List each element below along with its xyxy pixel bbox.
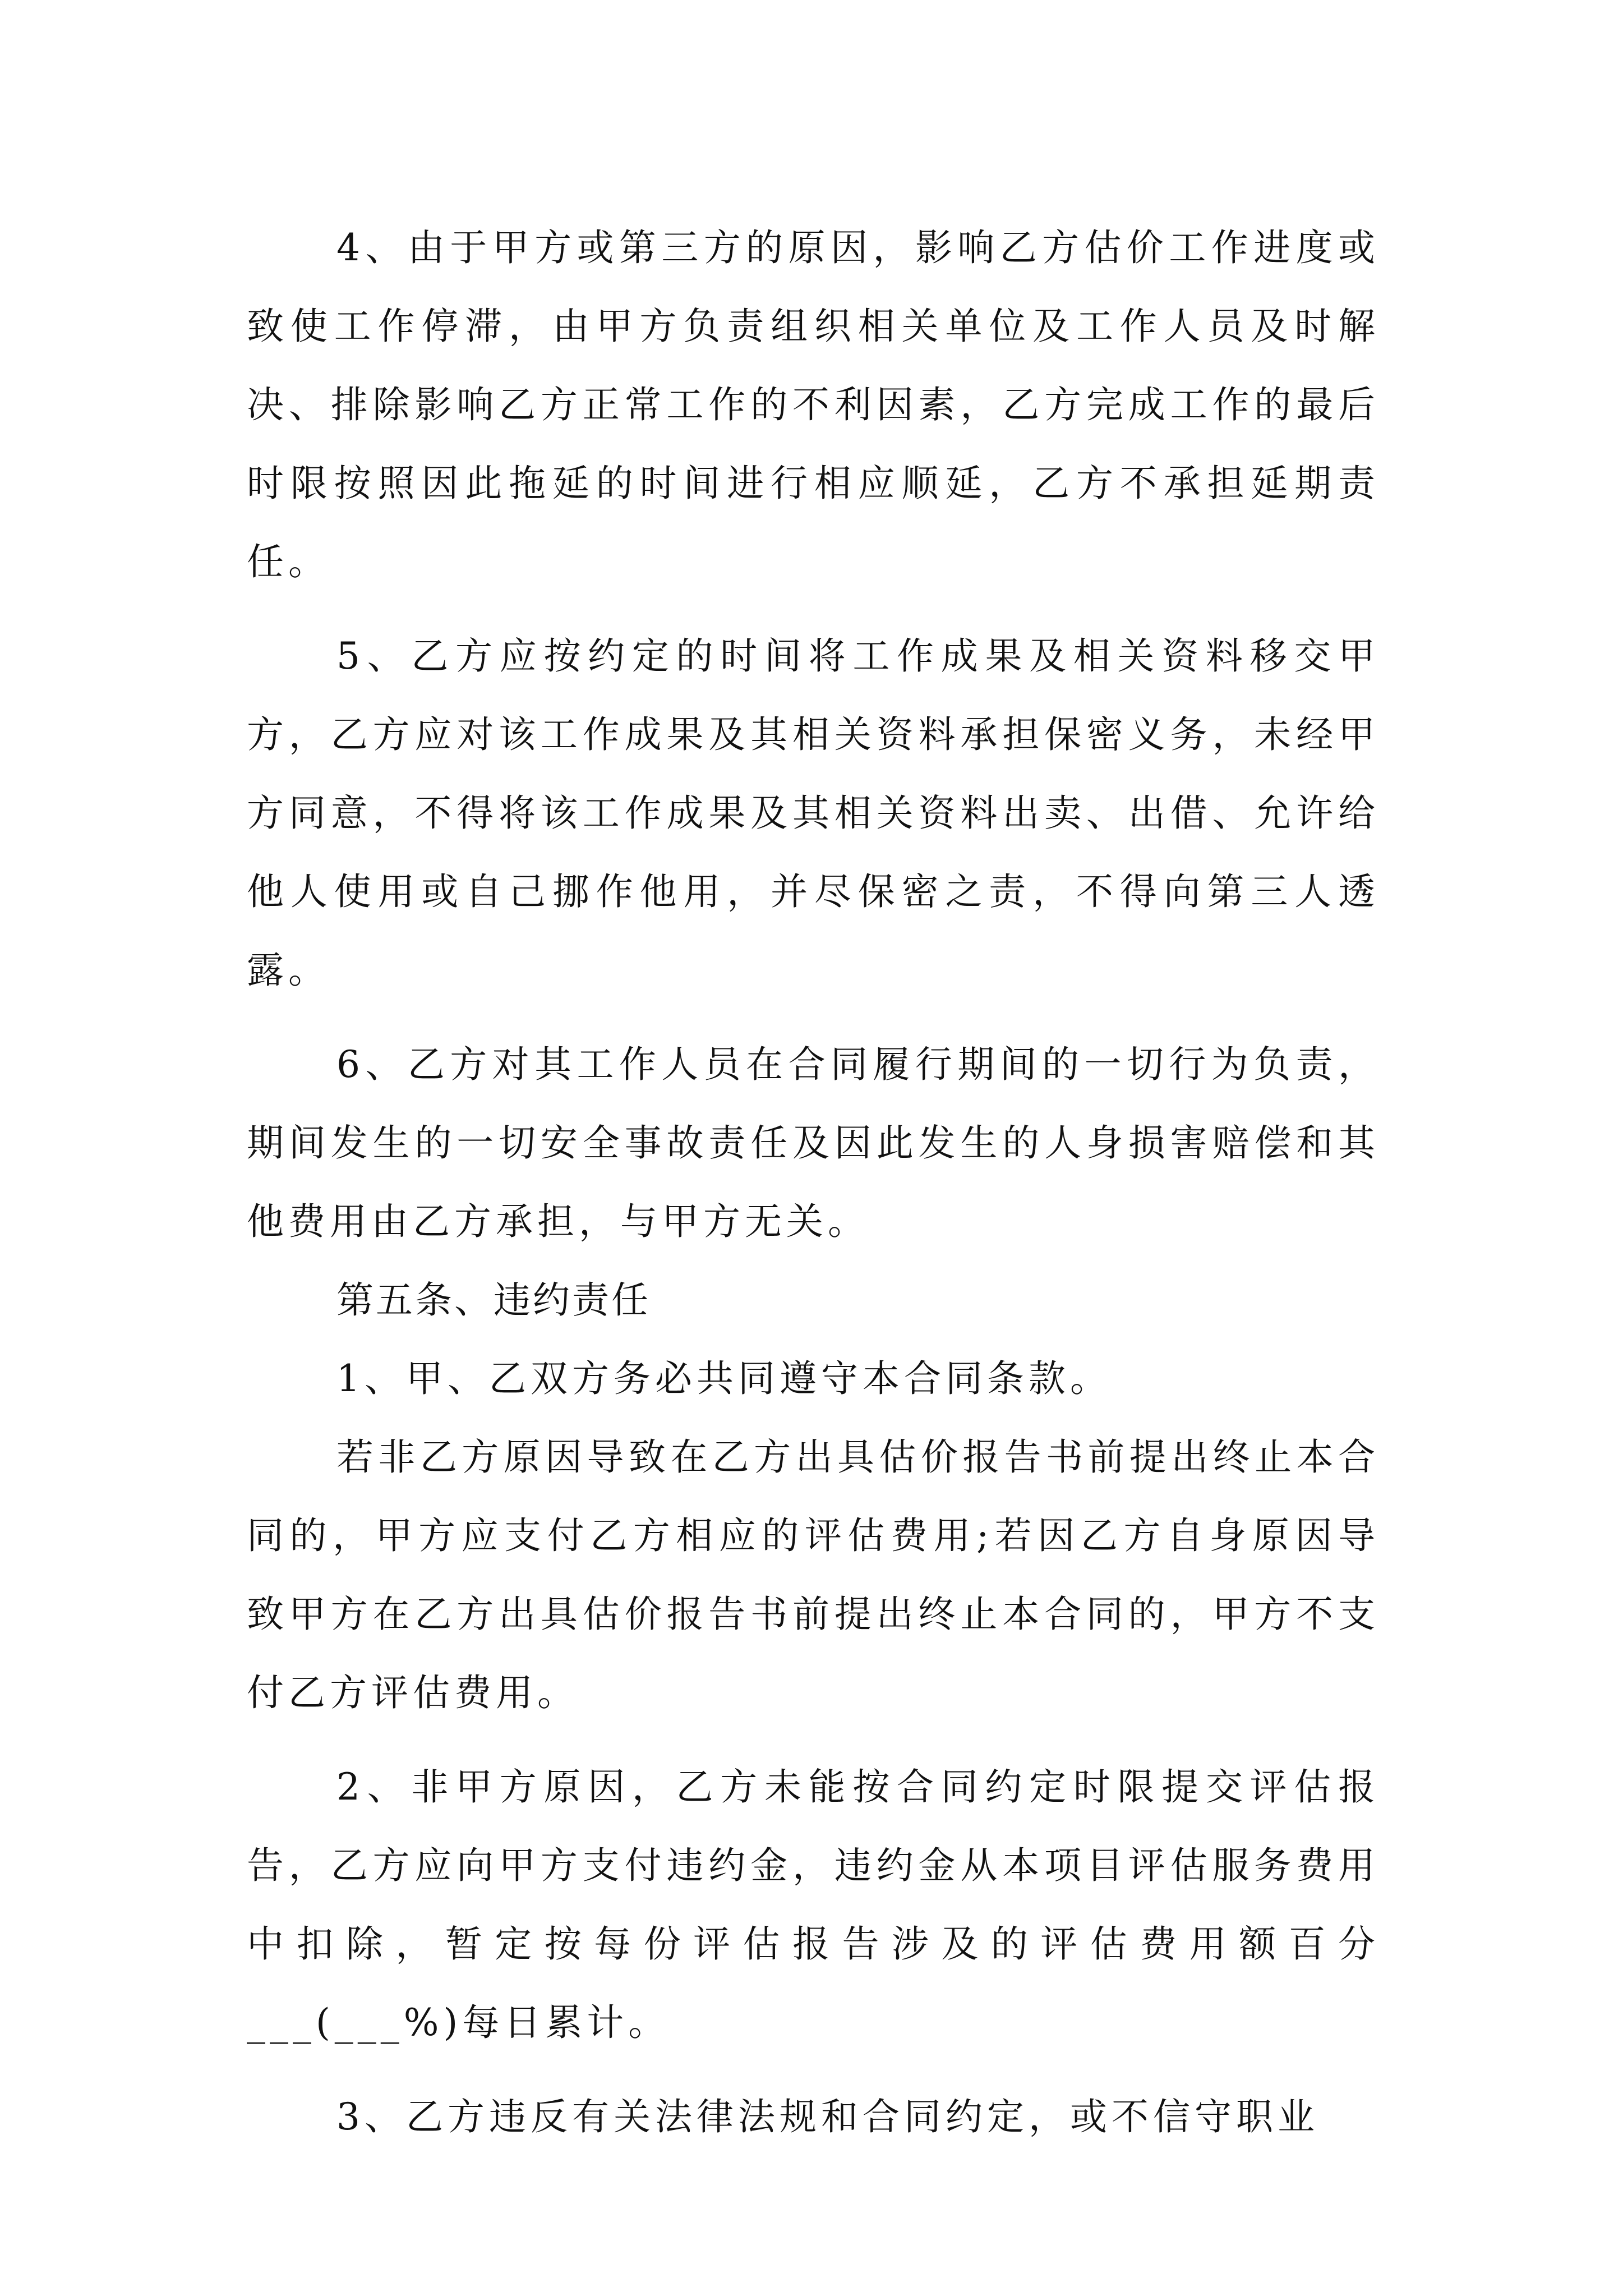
breach-clause-3-paragraph: 3、乙方违反有关法律法规和合同约定，或不信守职业: [336, 2095, 1319, 2138]
clause-4-paragraph: 4、由于甲方或第三方的原因，影响乙方估价工作进度或致使工作停滞，由甲方负责组织相关单位及工作人员及时解决、排除影响乙方正常工作的不利因素，乙方完成工作的最后时限按照因此拖延的时间进行相应顺延，乙方不承担延期责任。: [247, 226, 1380, 583]
document-page: [247, 209, 1380, 2156]
breach-clause-2-paragraph: 2、非甲方原因，乙方未能按合同约定时限提交评估报告，乙方应向甲方支付违约金，违约金从本项目评估服务费用中扣除，暂定按每份评估报告涉及的评估费用额百分___(___%)每日累计。: [247, 1765, 1380, 2044]
section-heading-breach-liability: 第五条、违约责任: [336, 1278, 651, 1322]
clause-6-paragraph: 6、乙方对其工作人员在合同履行期间的一切行为负责，期间发生的一切安全事故责任及因此发生的人身损害赔偿和其他费用由乙方承担，与甲方无关。: [247, 1043, 1380, 1243]
termination-paragraph: 若非乙方原因导致在乙方出具估价报告书前提出终止本合同的，甲方应支付乙方相应的评估费用;若因乙方自身原因导致甲方在乙方出具估价报告书前提出终止本合同的，甲方不支付乙方评估费用。: [247, 1435, 1380, 1714]
breach-clause-1-paragraph: 1、甲、乙双方务必共同遵守本合同条款。: [336, 1357, 1112, 1400]
clause-5-paragraph: 5、乙方应按约定的时间将工作成果及相关资料移交甲方，乙方应对该工作成果及其相关资料承担保密义务，未经甲方同意，不得将该工作成果及其相关资料出卖、出借、允许给他人使用或自己挪作他用，并尽保密之责，不得向第三人透露。: [247, 634, 1380, 992]
